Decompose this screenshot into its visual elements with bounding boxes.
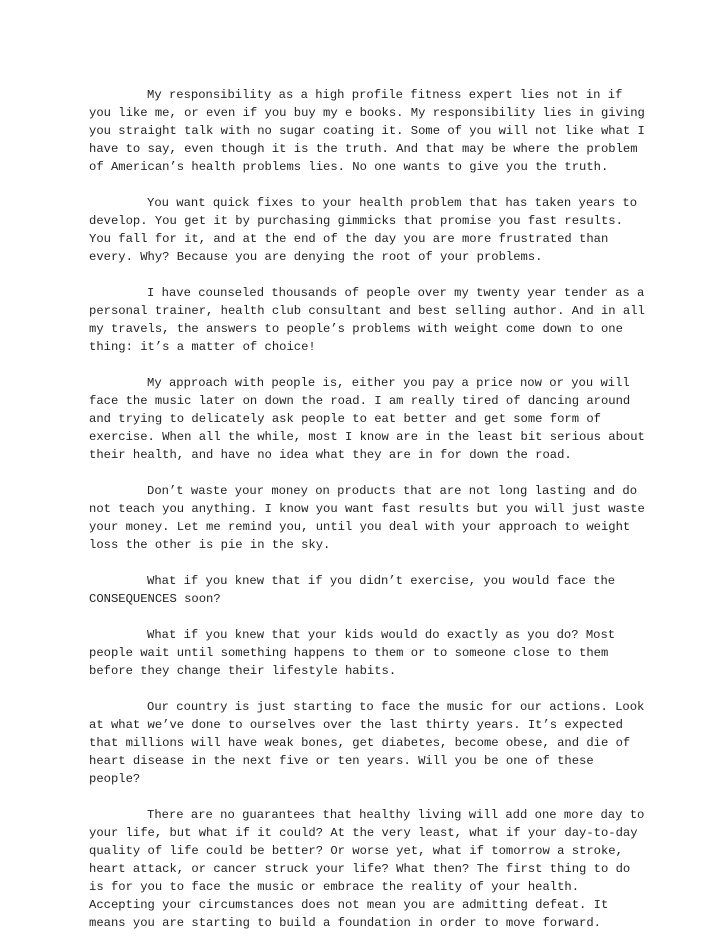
paragraph-8: Our country is just starting to face the music for our actions. Look at what we’ve done to ourselves over the last thirty years. It’s expected that millions will have weak bones, get diabetes, become obese, and die of heart disease in the next five or ten years. Will you be one of these people? [89, 700, 645, 786]
paragraph-7: What if you knew that your kids would do exactly as you do? Most people wait until something happens to them or to someone close to them before they change their lifestyle habits. [89, 628, 616, 678]
paragraph-5: Don’t waste your money on products that are not long lasting and do not teach you anything. I know you want fast results but you will just waste your money. Let me remind you, until you deal with your approach to weight loss the other is pie in the sky. [89, 484, 645, 552]
paragraph-2: You want quick fixes to your health problem that has taken years to develop. You get it by purchasing gimmicks that promise you fast results. You fall for it, and at the end of the day you are more frustrated than every. Why? Because you are denying the root of your problems. [89, 196, 638, 264]
document-body [89, 86, 649, 950]
paragraph-9: There are no guarantees that healthy living will add one more day to your life, but what if it could? At the very least, what if your day-to-day quality of life could be better? Or worse yet, what if tomorrow a stroke, heart attack, or cancer struck your life? What then? The first thing to do is for you to face the music or embrace the reality of your health. Accepting your circumstances does not mean you are admitting defeat. It means you are starting to build a foundation in order to move forward. [89, 808, 645, 930]
paragraph-4: My approach with people is, either you pay a price now or you will face the music later on down the road. I am really tired of dancing around and trying to delicately ask people to eat better and get some form of exercise. When all the while, most I know are in the least bit serious about their health, and have no idea what they are in for down the road. [89, 376, 645, 462]
paragraph-1: My responsibility as a high profile fitness expert lies not in if you like me, or even if you buy my e books. My responsibility lies in giving you straight talk with no sugar coating it. Some of you will not like what I have to say, even though it is the truth. And that may be where the problem of American’s health problems lies. No one wants to give you the truth. [89, 88, 645, 174]
paragraph-6: What if you knew that if you didn’t exercise, you would face the CONSEQUENCES soon? [89, 574, 616, 606]
paragraph-3: I have counseled thousands of people over my twenty year tender as a personal trainer, health club consultant and best selling author. And in all my travels, the answers to people’s problems with weight come down to one thing: it’s a matter of choice! [89, 286, 645, 354]
